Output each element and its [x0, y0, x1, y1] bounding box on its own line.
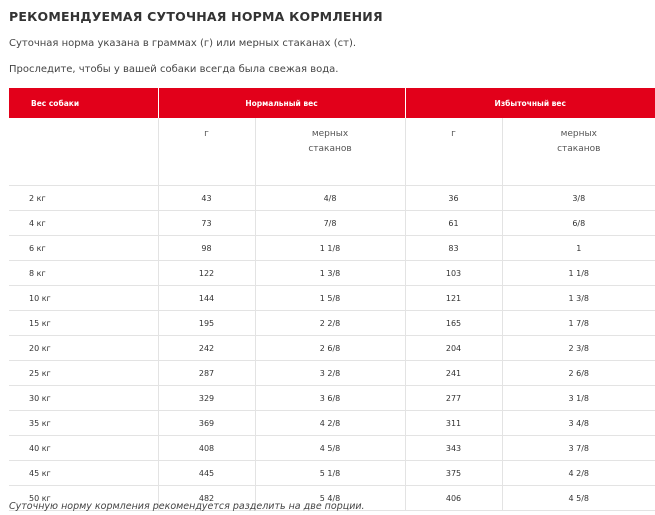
table-row: [9, 261, 655, 286]
cell-weight: 50 кг: [9, 486, 158, 511]
cell-normal-g: 144: [158, 286, 255, 311]
table-header-row: [9, 88, 655, 118]
feeding-table: [9, 88, 655, 511]
cell-weight: 2 кг: [9, 186, 158, 211]
cell-normal-cups: 4/8: [255, 186, 405, 211]
cell-weight: 10 кг: [9, 286, 158, 311]
footnote: Суточную норму кормления рекомендуется разделить на две порции.: [9, 501, 365, 512]
cell-over-g: 311: [405, 411, 502, 436]
table-row: [9, 436, 655, 461]
intro-units-text: Суточная норма указана в граммах (г) или мерных стаканах (ст).: [9, 38, 357, 49]
cell-over-cups: 3/8: [502, 186, 655, 211]
cell-normal-g: 408: [158, 436, 255, 461]
cell-normal-g: 122: [158, 261, 255, 286]
table-subheader-row: [9, 118, 655, 186]
intro-water-text: Проследите, чтобы у вашей собаки всегда была свежая вода.: [9, 64, 339, 75]
cell-over-cups: 1: [502, 236, 655, 261]
header-overweight: Избыточный вес: [405, 88, 655, 118]
subheader-empty: [9, 118, 158, 186]
header-normal-weight: Нормальный вес: [158, 88, 405, 118]
cell-normal-g: 73: [158, 211, 255, 236]
subheader-over-cups-label: мерных стаканов: [557, 129, 601, 154]
cell-normal-g: 329: [158, 386, 255, 411]
cell-normal-cups: 4 2/8: [255, 411, 405, 436]
cell-over-g: 83: [405, 236, 502, 261]
cell-normal-cups: 5 4/8: [255, 486, 405, 511]
cell-over-cups: 3 1/8: [502, 386, 655, 411]
cell-normal-cups: 1 1/8: [255, 236, 405, 261]
cell-over-cups: 1 3/8: [502, 286, 655, 311]
cell-weight: 45 кг: [9, 461, 158, 486]
table-row: [9, 461, 655, 486]
page-title: РЕКОМЕНДУЕМАЯ СУТОЧНАЯ НОРМА КОРМЛЕНИЯ: [9, 9, 383, 24]
cell-normal-cups: 2 6/8: [255, 336, 405, 361]
cell-over-g: 36: [405, 186, 502, 211]
subheader-normal-cups: [255, 118, 405, 186]
cell-normal-g: 242: [158, 336, 255, 361]
cell-over-g: 165: [405, 311, 502, 336]
header-weight: Вес собаки: [9, 88, 158, 118]
cell-weight: 25 кг: [9, 361, 158, 386]
cell-normal-g: 482: [158, 486, 255, 511]
cell-over-g: 241: [405, 361, 502, 386]
cell-over-g: 343: [405, 436, 502, 461]
subheader-over-cups: [502, 118, 655, 186]
subheader-over-grams: г: [405, 118, 502, 186]
table-row: [9, 311, 655, 336]
table-row: [9, 361, 655, 386]
table-body: [9, 186, 655, 511]
cell-over-cups: 4 5/8: [502, 486, 655, 511]
cell-over-cups: 1 1/8: [502, 261, 655, 286]
cell-over-g: 204: [405, 336, 502, 361]
cell-normal-cups: 2 2/8: [255, 311, 405, 336]
table-row: [9, 336, 655, 361]
cell-over-cups: 2 3/8: [502, 336, 655, 361]
table-row: [9, 186, 655, 211]
cell-over-cups: 1 7/8: [502, 311, 655, 336]
cell-normal-cups: 5 1/8: [255, 461, 405, 486]
cell-normal-g: 287: [158, 361, 255, 386]
cell-normal-cups: 4 5/8: [255, 436, 405, 461]
cell-weight: 6 кг: [9, 236, 158, 261]
cell-normal-g: 445: [158, 461, 255, 486]
cell-normal-cups: 1 3/8: [255, 261, 405, 286]
cell-normal-cups: 3 2/8: [255, 361, 405, 386]
cell-weight: 40 кг: [9, 436, 158, 461]
cell-over-g: 103: [405, 261, 502, 286]
cell-weight: 20 кг: [9, 336, 158, 361]
table-row: [9, 211, 655, 236]
cell-weight: 4 кг: [9, 211, 158, 236]
table-row: [9, 236, 655, 261]
subheader-normal-cups-label: мерных стаканов: [308, 129, 352, 154]
cell-over-cups: 2 6/8: [502, 361, 655, 386]
cell-over-g: 61: [405, 211, 502, 236]
cell-over-cups: 3 4/8: [502, 411, 655, 436]
cell-over-g: 277: [405, 386, 502, 411]
cell-normal-g: 98: [158, 236, 255, 261]
cell-normal-cups: 7/8: [255, 211, 405, 236]
cell-weight: 15 кг: [9, 311, 158, 336]
cell-normal-cups: 3 6/8: [255, 386, 405, 411]
cell-normal-g: 43: [158, 186, 255, 211]
cell-over-g: 375: [405, 461, 502, 486]
table-row: [9, 286, 655, 311]
cell-over-cups: 4 2/8: [502, 461, 655, 486]
cell-over-cups: 3 7/8: [502, 436, 655, 461]
cell-weight: 8 кг: [9, 261, 158, 286]
subheader-normal-grams: г: [158, 118, 255, 186]
cell-over-g: 406: [405, 486, 502, 511]
cell-over-g: 121: [405, 286, 502, 311]
cell-normal-cups: 1 5/8: [255, 286, 405, 311]
cell-normal-g: 195: [158, 311, 255, 336]
cell-weight: 35 кг: [9, 411, 158, 436]
cell-over-cups: 6/8: [502, 211, 655, 236]
cell-weight: 30 кг: [9, 386, 158, 411]
table-row: [9, 386, 655, 411]
table-row: [9, 411, 655, 436]
cell-normal-g: 369: [158, 411, 255, 436]
